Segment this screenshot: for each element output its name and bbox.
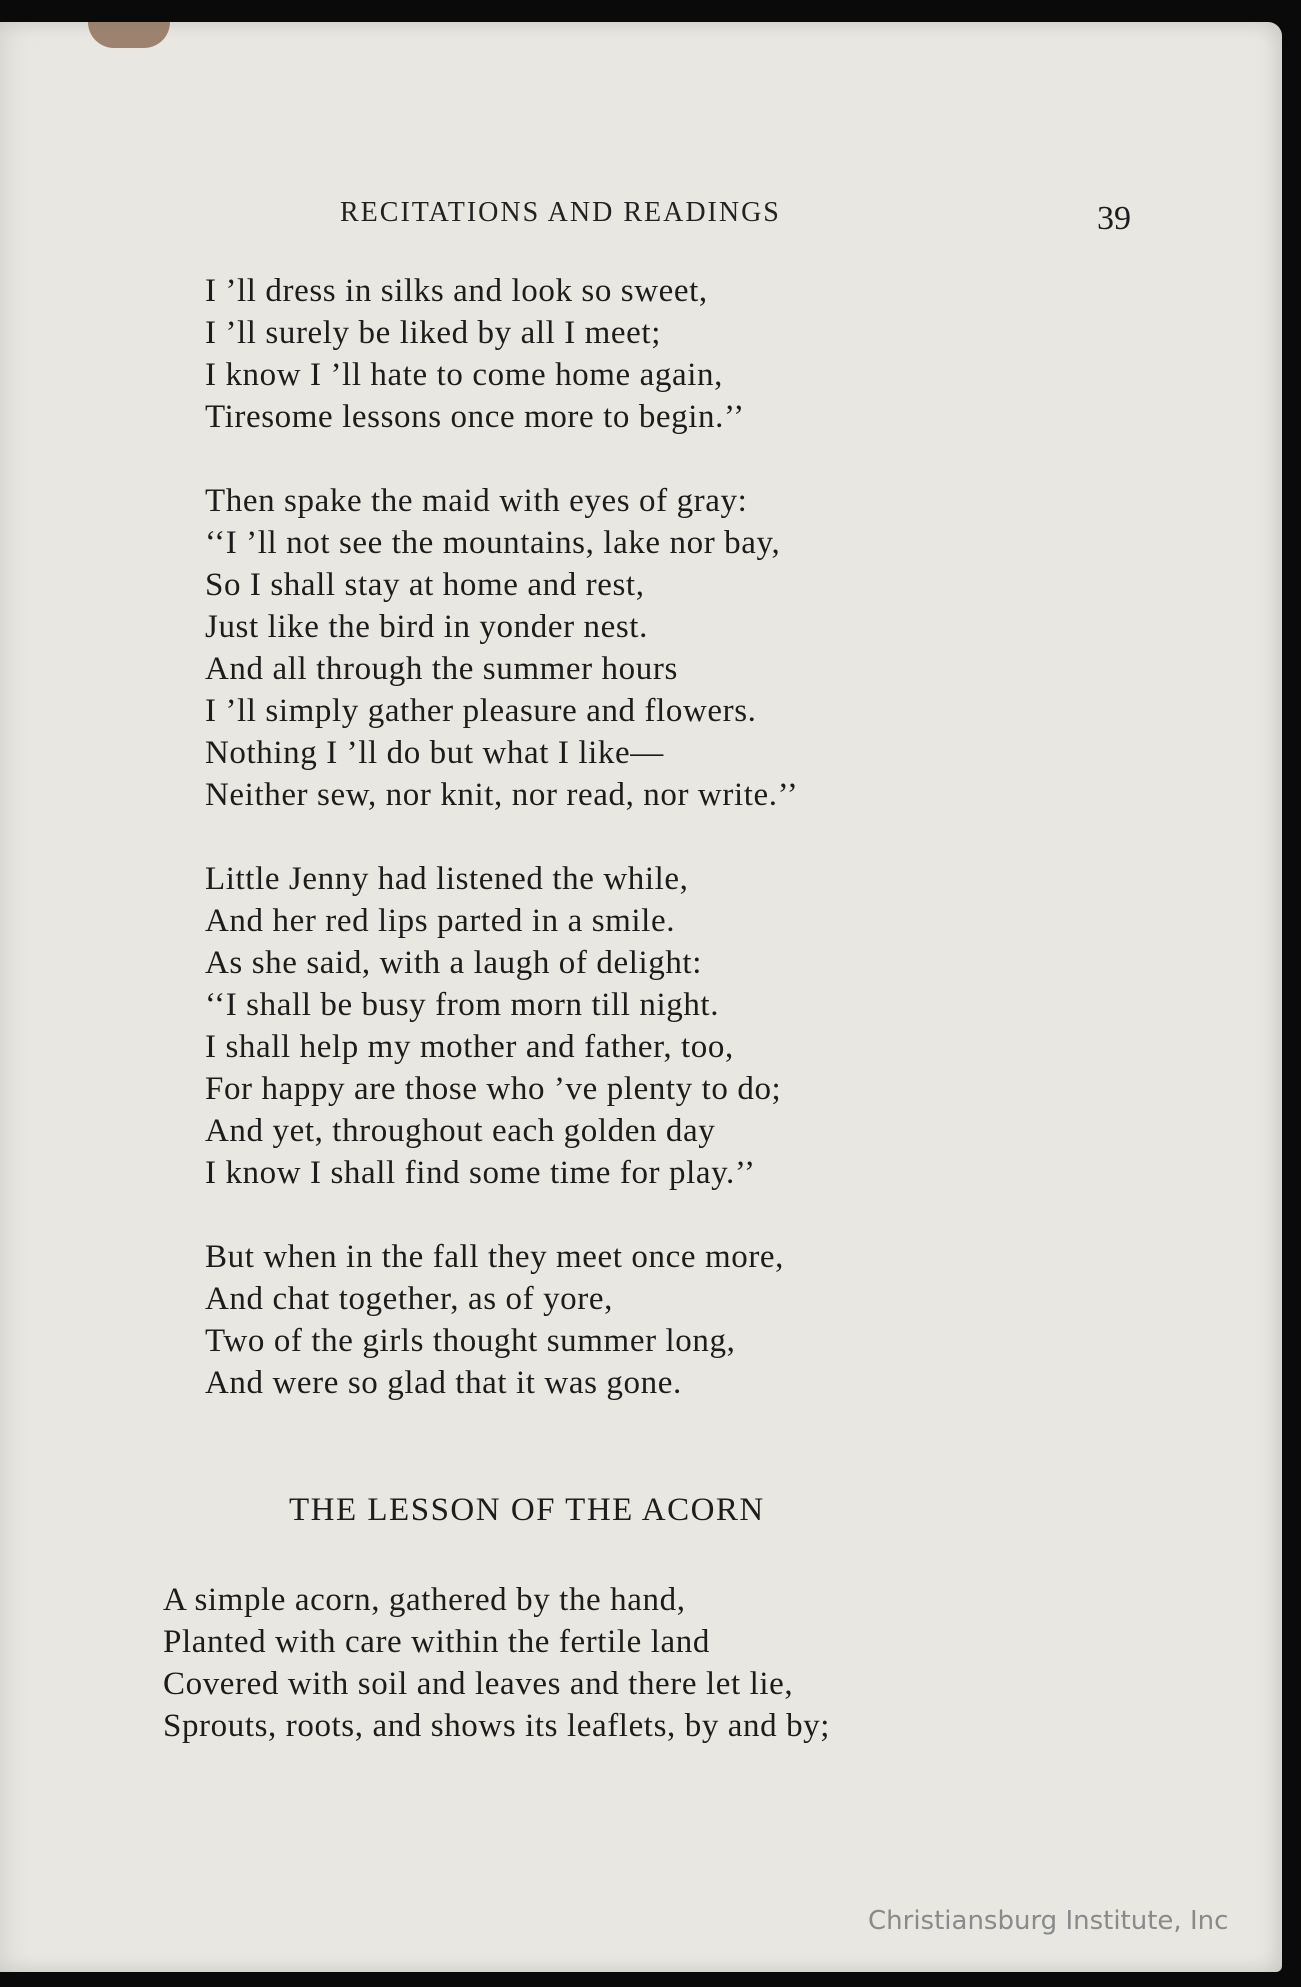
poem-line: And her red lips parted in a smile. (205, 903, 676, 939)
poem-line: A simple acorn, gathered by the hand, (163, 1582, 686, 1618)
poem-line: And chat together, as of yore, (205, 1281, 613, 1317)
poem-line: As she said, with a laugh of delight: (205, 945, 702, 981)
poem-line: Then spake the maid with eyes of gray: (205, 483, 748, 519)
poem-line: And yet, throughout each golden day (205, 1113, 716, 1149)
page-number: 39 (1097, 200, 1131, 237)
poem-title-text: THE LESSON OF THE ACORN (289, 1492, 765, 1528)
poem-line: And all through the summer hours (205, 651, 678, 687)
watermark: Christiansburg Institute, Inc (868, 1906, 1229, 1936)
running-title: RECITATIONS AND READINGS (340, 197, 781, 228)
poem-line: Sprouts, roots, and shows its leaflets, by and by; (163, 1708, 831, 1744)
poem-line: I know I ’ll hate to come home again, (205, 357, 723, 393)
poem-line: Nothing I ’ll do but what I like— (205, 735, 664, 771)
poem-line: So I shall stay at home and rest, (205, 567, 645, 603)
acorn-poem (163, 1579, 830, 1747)
poem-line: Covered with soil and leaves and there let lie, (163, 1666, 794, 1702)
poem-line: I know I shall find some time for play.’’ (205, 1155, 756, 1191)
poem-line: But when in the fall they meet once more, (205, 1239, 785, 1275)
poem-line: I ’ll dress in silks and look so sweet, (205, 273, 708, 309)
poem-line: ‘‘I shall be busy from morn till night. (205, 987, 720, 1023)
poem-line: I ’ll surely be liked by all I meet; (205, 315, 661, 351)
poem-line: Tiresome lessons once more to begin.’’ (205, 399, 745, 435)
poem-line: For happy are those who ’ve plenty to do; (205, 1071, 782, 1107)
page-tab-mark (88, 22, 170, 48)
poem-line: ‘‘I ’ll not see the mountains, lake nor bay, (205, 525, 781, 561)
stanza-4 (205, 1236, 784, 1404)
stanza-3 (205, 858, 781, 1194)
stanza-2 (205, 480, 798, 816)
poem-line: Two of the girls thought summer long, (205, 1323, 736, 1359)
poem-line: I shall help my mother and father, too, (205, 1029, 734, 1065)
poem-line: Little Jenny had listened the while, (205, 861, 689, 897)
book-page (0, 22, 1282, 1972)
poem-line: Neither sew, nor knit, nor read, nor write.’’ (205, 777, 799, 813)
poem-line: Planted with care within the fertile land (163, 1624, 710, 1660)
stanza-1 (205, 270, 745, 438)
poem-line: I ’ll simply gather pleasure and flowers. (205, 693, 757, 729)
poem-line: And were so glad that it was gone. (205, 1365, 682, 1401)
poem-line: Just like the bird in yonder nest. (205, 609, 648, 645)
